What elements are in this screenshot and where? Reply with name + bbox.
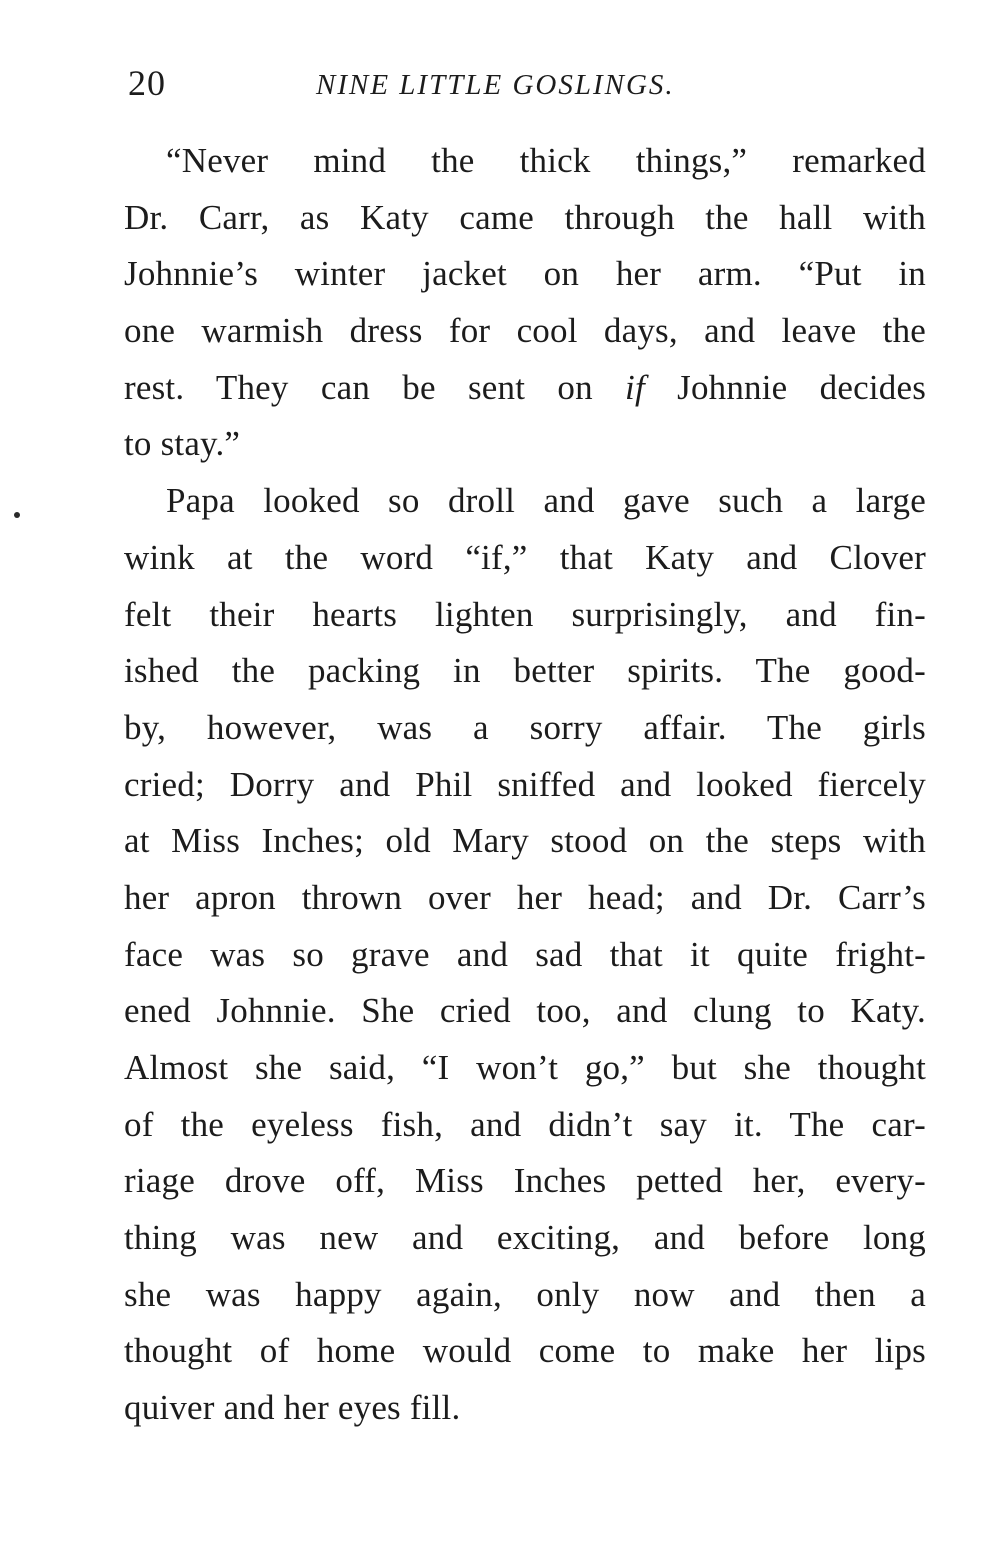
paragraph	[124, 133, 926, 473]
text-line: thing was new and exciting, and before long	[124, 1218, 926, 1258]
body-text	[124, 133, 926, 1437]
text-line: cried; Dorry and Phil sniffed and looked fiercely	[124, 764, 926, 804]
text-line: at Miss Inches; old Mary stood on the steps with	[124, 821, 926, 861]
running-head: NINE LITTLE GOSLINGS.	[316, 69, 675, 101]
paragraph	[124, 473, 926, 1437]
emphasis: if	[625, 367, 645, 407]
text-line: her apron thrown over her head; and Dr. Carr’s	[124, 877, 926, 917]
text-line: face was so grave and sad that it quite fright-	[124, 934, 926, 974]
text-line: Almost she said, “I won’t go,” but she thought	[124, 1048, 926, 1087]
text-line: she was happy again, only now and then a	[124, 1274, 926, 1314]
text-line: one warmish dress for cool days, and leave the	[124, 311, 926, 351]
page-header	[128, 58, 928, 108]
text-line: to stay.”	[124, 424, 241, 464]
margin-speck	[14, 512, 20, 518]
text-line: rest. They can be sent on if Johnnie decides	[124, 367, 927, 407]
text-line: riage drove off, Miss Inches petted her, every-	[124, 1161, 926, 1201]
text-line: ened Johnnie. She cried too, and clung to Katy.	[124, 991, 926, 1031]
text-line: wink at the word “if,” that Katy and Clover	[124, 537, 926, 577]
text-line: felt their hearts lighten surprisingly, and fin-	[124, 594, 926, 634]
page-number: 20	[128, 63, 166, 103]
text-line: Papa looked so droll and gave such a large	[166, 481, 926, 521]
text-line: “Never mind the thick things,” remarked	[166, 141, 926, 180]
text-line: of the eyeless fish, and didn’t say it. The car-	[124, 1104, 926, 1144]
text-line: Dr. Carr, as Katy came through the hall with	[124, 197, 926, 237]
text-line: thought of home would come to make her lips	[124, 1331, 926, 1371]
text-line: by, however, was a sorry affair. The girls	[124, 707, 926, 747]
text-line: quiver and her eyes fill.	[124, 1388, 461, 1428]
text-line: Johnnie’s winter jacket on her arm. “Put in	[124, 254, 926, 294]
text-line: ished the packing in better spirits. The good-	[124, 651, 926, 691]
